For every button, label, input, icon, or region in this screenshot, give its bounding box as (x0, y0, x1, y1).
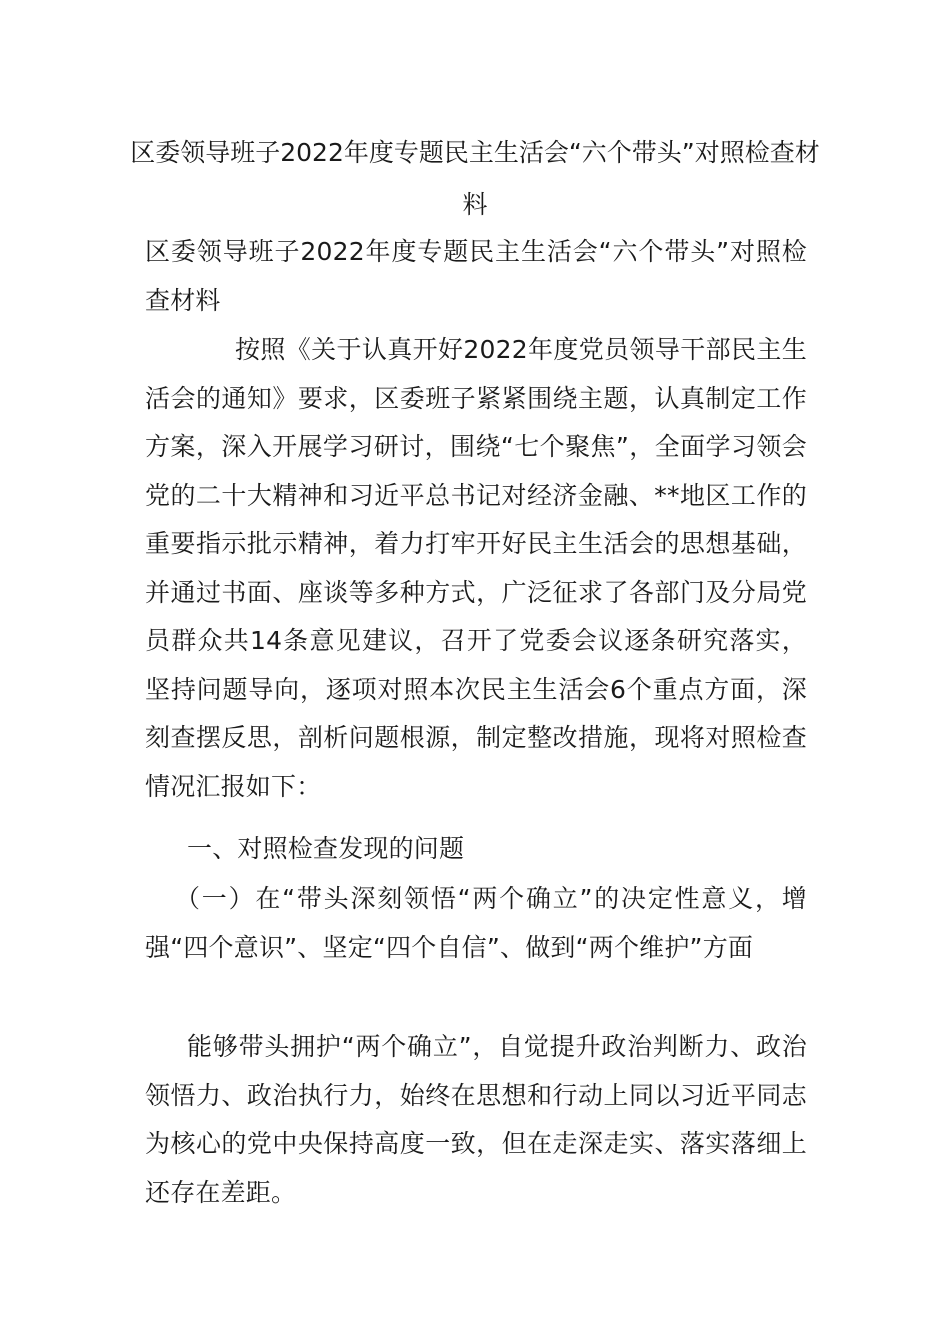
document-title: 区委领导班子2022年度专题民主生活会“六个带头”对照检查材料 (130, 138, 820, 219)
document-subtitle: 区委领导班子2022年度专题民主生活会“六个带头”对照检查材料 (145, 237, 807, 315)
section-heading: 一、对照检查发现的问题 (187, 834, 465, 863)
intro-paragraph: 按照《关于认真开好2022年度党员领导干部民主生活会的通知》要求，区委班子紧紧围绕主题，认真制定工作方案，深入开展学习研讨，围绕“七个聚焦”，全面学习领会党的二十大精神和习近平总书记对经济金融、**地区工作的重要指示批示精神，着力打牢开好民主生活会的思想基础，并通过书面、座谈等多种方式，广泛征求了各部门及分局党员群众共14条意见建议，召开了党委会议逐条研究落实，坚持问题导向，逐项对照本次民主生活会6个重点方面，深刻查摆反思，剖析问题根源，制定整改措施，现将对照检查情况汇报如下： (145, 335, 807, 801)
subsection-paragraph: 能够带头拥护“两个确立”，自觉提升政治判断力、政治领悟力、政治执行力，始终在思想和行动上同以习近平同志为核心的党中央保持高度一致，但在走深走实、落实落细上还存在差距。 (145, 1032, 807, 1207)
subsection-heading: （一）在“带头深刻领悟“两个确立”的决定性意义，增强“四个意识”、坚定“四个自信”、做到“两个维护”方面 (145, 884, 807, 962)
